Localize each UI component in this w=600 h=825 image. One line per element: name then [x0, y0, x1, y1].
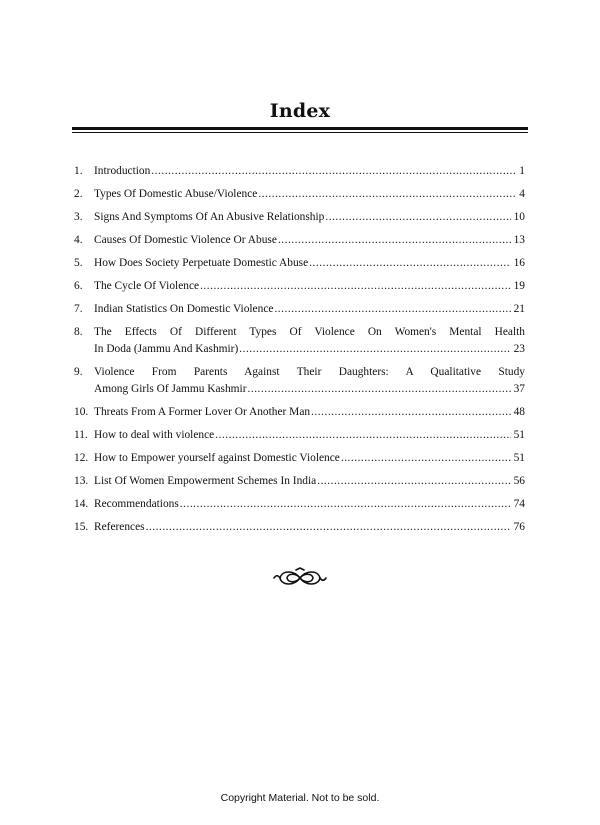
- toc-entry-page: 48: [513, 406, 525, 418]
- toc-entry-title: In Doda (Jammu And Kashmir): [94, 343, 239, 355]
- toc-entry-line: [94, 404, 525, 421]
- toc-entry-line: [94, 473, 525, 490]
- toc-entry-line: [94, 255, 525, 272]
- toc-entry[interactable]: [74, 519, 525, 536]
- toc-entry-page: 51: [513, 452, 525, 464]
- toc-entry-body: [94, 450, 525, 467]
- toc-entry-number: 6.: [74, 280, 83, 292]
- toc-entry-line: [94, 232, 525, 249]
- toc-entry-line: [94, 301, 525, 318]
- toc-entry-number: 13.: [74, 475, 89, 487]
- toc-entry-line: [94, 427, 525, 444]
- toc-dot-leader: [317, 473, 510, 490]
- toc-entry-title-line1: The Effects Of Different Types Of Violence On Women's Mental Health: [94, 326, 525, 338]
- toc-entry-number: 15.: [74, 521, 89, 533]
- toc-entry-title: Causes Of Domestic Violence Or Abuse: [94, 234, 277, 246]
- title-rule-thick: [72, 127, 528, 130]
- toc-entry-page: 16: [513, 257, 525, 269]
- toc-entry-line: [94, 450, 525, 467]
- toc-entry-page: 23: [513, 343, 525, 355]
- toc-entry[interactable]: [74, 364, 525, 398]
- toc-entry-title: Types Of Domestic Abuse/Violence: [94, 188, 258, 200]
- toc-entry[interactable]: [74, 278, 525, 295]
- toc-entry-title: Recommendations: [94, 498, 179, 510]
- toc-entry-body: [94, 209, 525, 226]
- toc-dot-leader: [278, 232, 511, 249]
- toc-entry-page: 74: [513, 498, 525, 510]
- toc-entry-number: 1.: [74, 165, 83, 177]
- table-of-contents: [74, 163, 525, 542]
- toc-entry[interactable]: [74, 209, 525, 226]
- toc-entry[interactable]: [74, 301, 525, 318]
- toc-entry-page: 56: [513, 475, 525, 487]
- toc-entry-page: 1: [519, 165, 525, 177]
- page-title: Index: [269, 100, 331, 122]
- toc-entry-body: [94, 324, 525, 358]
- title-rule-thin: [72, 132, 528, 133]
- toc-dot-leader: [248, 381, 511, 398]
- toc-dot-leader: [341, 450, 511, 467]
- toc-entry-line: [94, 278, 525, 295]
- toc-entry-title: Signs And Symptoms Of An Abusive Relationship: [94, 211, 325, 223]
- toc-entry-page: 4: [519, 188, 525, 200]
- toc-entry[interactable]: [74, 255, 525, 272]
- toc-entry-body: [94, 232, 525, 249]
- toc-entry-title: References: [94, 521, 145, 533]
- toc-entry-page: 76: [513, 521, 525, 533]
- toc-dot-leader: [180, 496, 511, 513]
- toc-entry-number: 14.: [74, 498, 89, 510]
- toc-entry-title-line1: Violence From Parents Against Their Daughters: A Qualitative Study: [94, 366, 525, 378]
- toc-entry[interactable]: [74, 496, 525, 513]
- toc-entry-line: [94, 381, 525, 398]
- toc-entry-title: How Does Society Perpetuate Domestic Abuse: [94, 257, 309, 269]
- toc-entry-number: 8.: [74, 326, 83, 338]
- toc-entry-page: 19: [513, 280, 525, 292]
- toc-entry-line: [94, 496, 525, 513]
- toc-entry-title: How to Empower yourself against Domestic Violence: [94, 452, 340, 464]
- infinity-knot-ornament-icon: [270, 566, 330, 590]
- toc-entry-title: Indian Statistics On Domestic Violence: [94, 303, 274, 315]
- toc-dot-leader: [274, 301, 510, 318]
- toc-entry-line: [94, 163, 525, 180]
- toc-entry-body: [94, 364, 525, 398]
- toc-entry-page: 37: [513, 383, 525, 395]
- toc-dot-leader: [151, 163, 516, 180]
- toc-entry-line: [94, 209, 525, 226]
- toc-entry[interactable]: [74, 427, 525, 444]
- toc-entry-body: [94, 404, 525, 421]
- toc-dot-leader: [215, 427, 510, 444]
- toc-entry-number: 5.: [74, 257, 83, 269]
- toc-entry-body: [94, 519, 525, 536]
- toc-entry-body: [94, 427, 525, 444]
- toc-entry-line: [94, 186, 525, 203]
- toc-entry-number: 4.: [74, 234, 83, 246]
- toc-entry-title: Among Girls Of Jammu Kashmir: [94, 383, 247, 395]
- toc-entry-body: [94, 163, 525, 180]
- toc-entry-body: [94, 301, 525, 318]
- toc-entry-body: [94, 278, 525, 295]
- toc-entry[interactable]: [74, 324, 525, 358]
- toc-dot-leader: [146, 519, 511, 536]
- toc-entry-number: 9.: [74, 366, 83, 378]
- toc-entry-line: [94, 341, 525, 358]
- toc-entry-page: 10: [513, 211, 525, 223]
- toc-entry-body: [94, 186, 525, 203]
- toc-entry[interactable]: [74, 186, 525, 203]
- toc-entry-body: [94, 255, 525, 272]
- toc-dot-leader: [200, 278, 511, 295]
- toc-entry[interactable]: [74, 404, 525, 421]
- toc-entry-number: 10.: [74, 406, 89, 418]
- toc-entry-body: [94, 496, 525, 513]
- toc-entry-line: [94, 519, 525, 536]
- toc-entry-title: How to deal with violence: [94, 429, 215, 441]
- toc-entry-page: 21: [513, 303, 525, 315]
- toc-entry[interactable]: [74, 163, 525, 180]
- toc-dot-leader: [258, 186, 516, 203]
- toc-entry[interactable]: [74, 473, 525, 490]
- toc-entry-body: [94, 473, 525, 490]
- toc-entry-number: 11.: [74, 429, 88, 441]
- toc-entry-title: Threats From A Former Lover Or Another Man: [94, 406, 311, 418]
- toc-entry-title: The Cycle Of Violence: [94, 280, 200, 292]
- toc-entry-number: 2.: [74, 188, 83, 200]
- toc-dot-leader: [325, 209, 510, 226]
- toc-entry-number: 3.: [74, 211, 83, 223]
- toc-entry-title: Introduction: [94, 165, 151, 177]
- toc-entry-page: 51: [513, 429, 525, 441]
- toc-entry-number: 7.: [74, 303, 83, 315]
- copyright-footer: Copyright Material. Not to be sold.: [220, 792, 380, 804]
- toc-entry-page: 13: [513, 234, 525, 246]
- toc-entry[interactable]: [74, 450, 525, 467]
- toc-entry[interactable]: [74, 232, 525, 249]
- toc-entry-title: List Of Women Empowerment Schemes In India: [94, 475, 317, 487]
- toc-dot-leader: [311, 404, 511, 421]
- toc-entry-number: 12.: [74, 452, 89, 464]
- toc-dot-leader: [309, 255, 510, 272]
- toc-dot-leader: [239, 341, 510, 358]
